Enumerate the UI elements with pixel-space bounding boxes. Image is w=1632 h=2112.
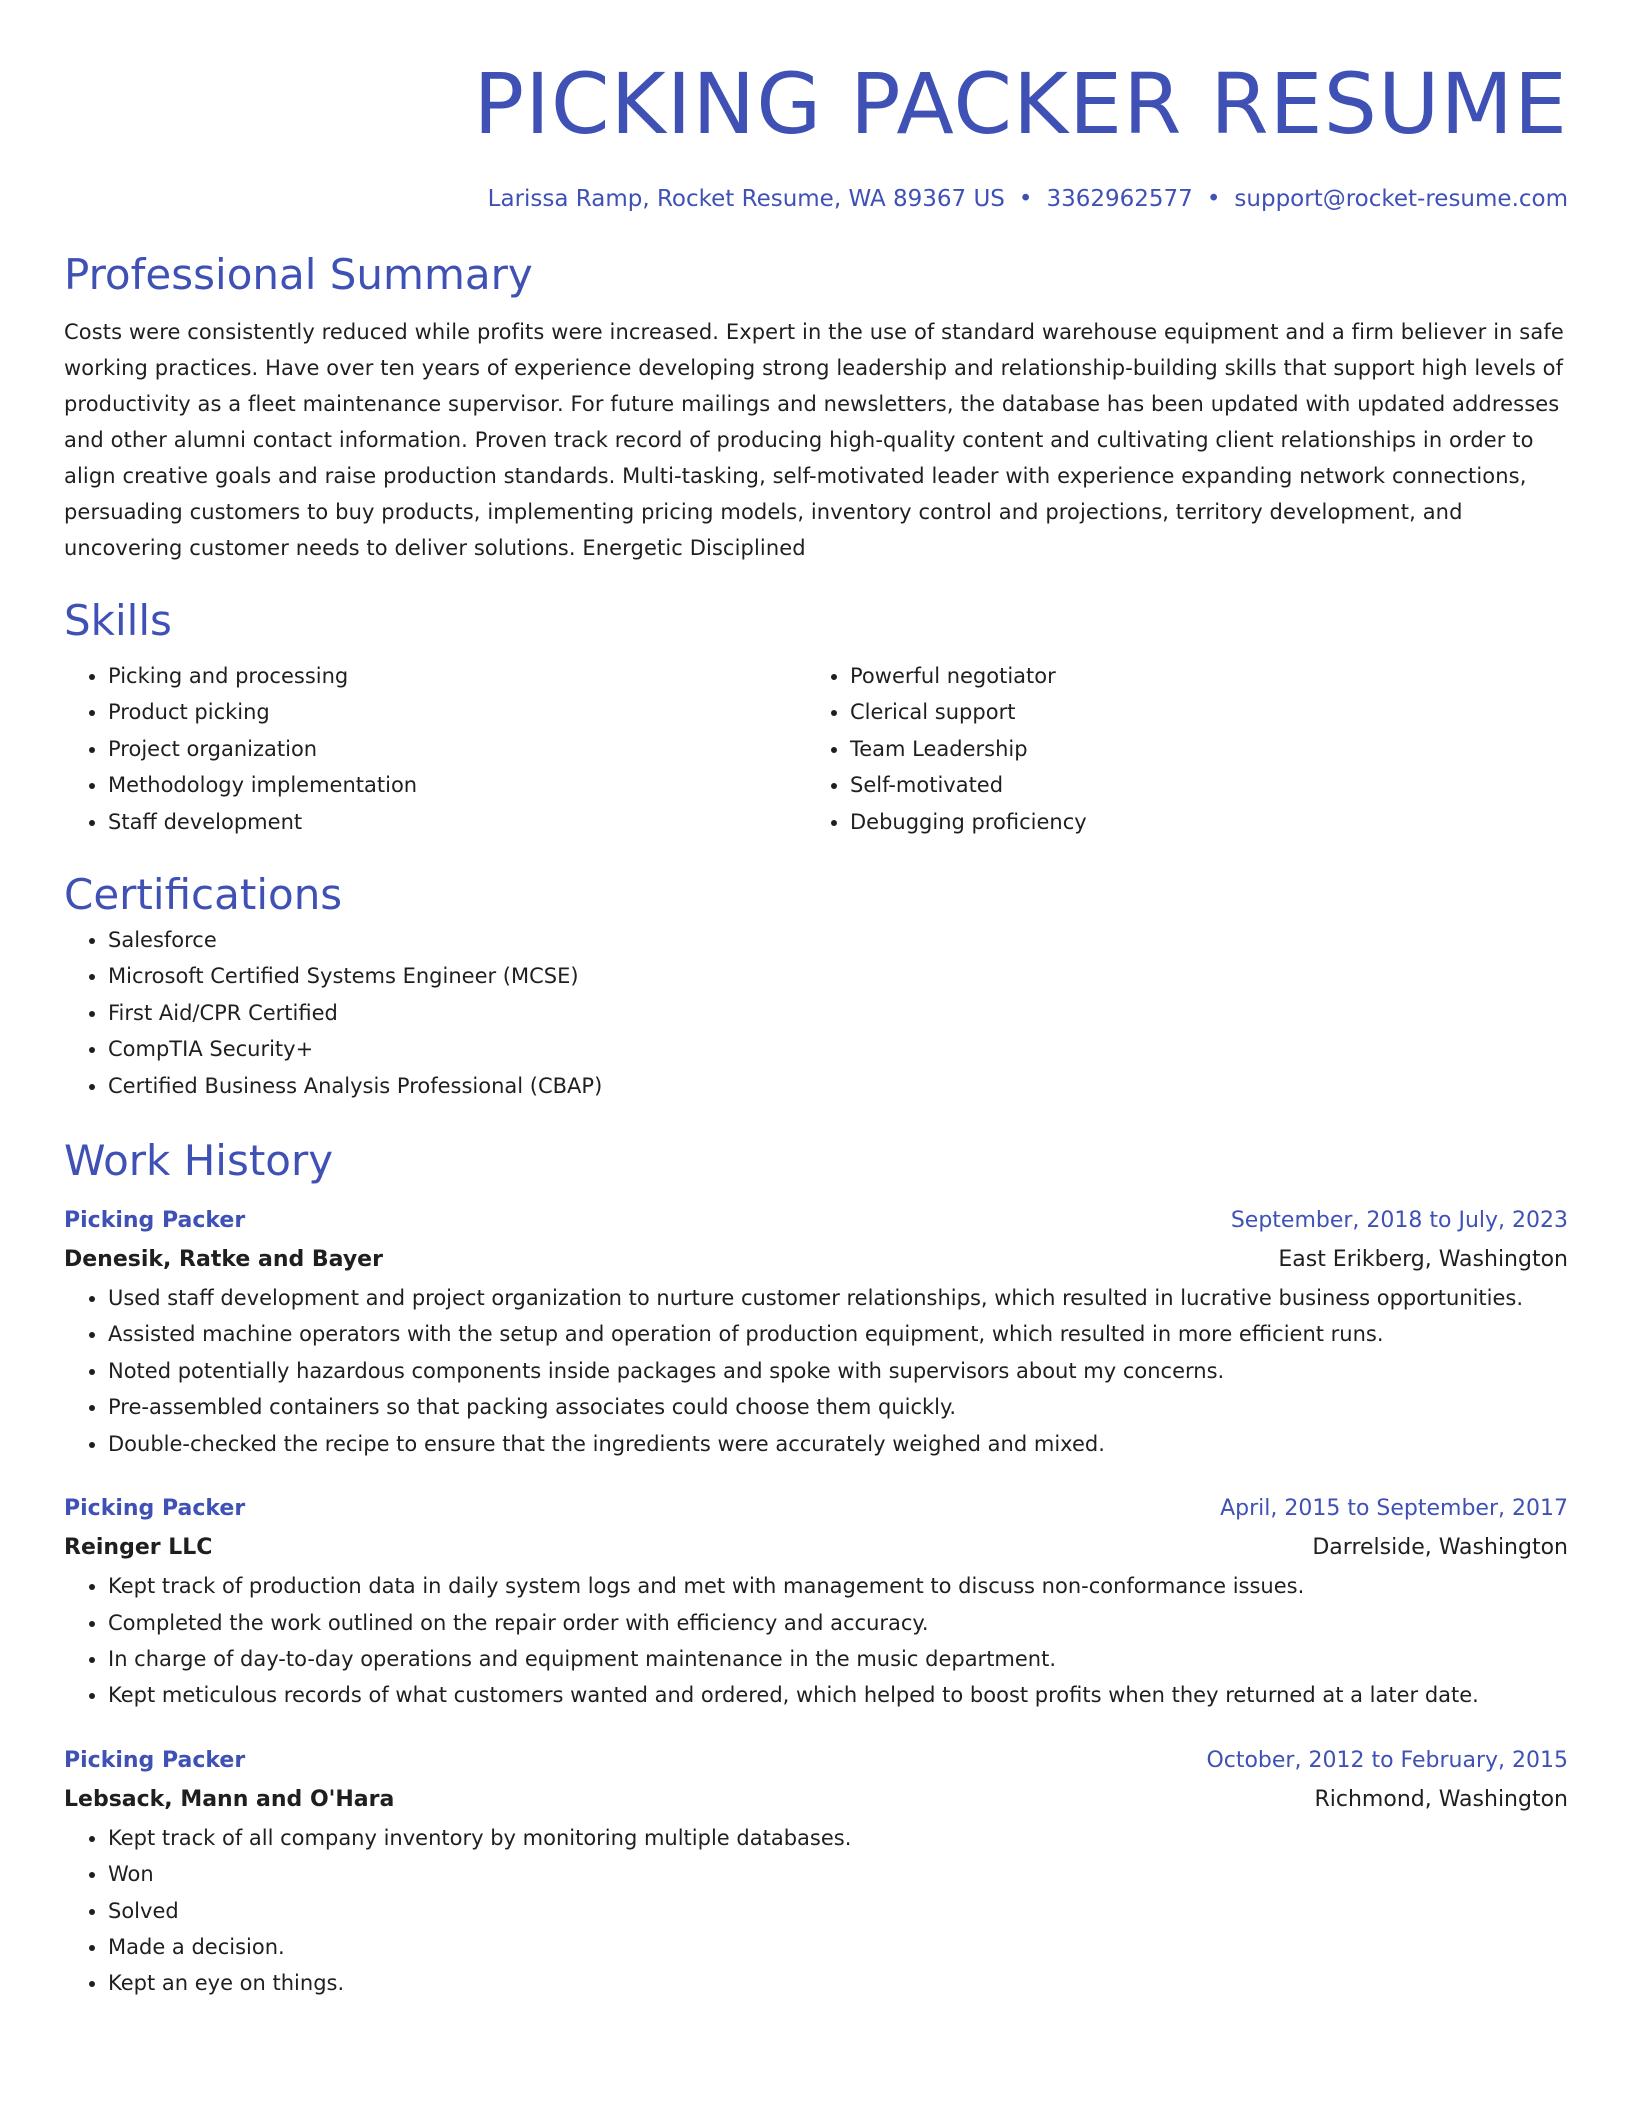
job-bullet: • Kept an eye on things.	[108, 1965, 1568, 2001]
skill-item: • Self-motivated	[850, 767, 1548, 803]
job-entry	[64, 1742, 1568, 2002]
skills-column-left	[64, 658, 806, 840]
job-company: Lebsack, Mann and O'Hara	[64, 1786, 395, 1812]
skills-heading: Skills	[64, 596, 172, 645]
certifications-heading: Certifications	[64, 870, 343, 920]
job-company-row	[64, 1528, 1568, 1568]
job-company: Reinger LLC	[64, 1535, 213, 1561]
contact-phone: 3362962577	[1046, 186, 1193, 212]
job-location: Darrelside, Washington	[1312, 1535, 1568, 1561]
job-dates: October, 2012 to February, 2015	[1206, 1747, 1568, 1773]
skill-item: • Powerful negotiator	[850, 658, 1548, 694]
contact-email: support@rocket-resume.com	[1234, 186, 1568, 212]
contact-separator: •	[1018, 186, 1033, 212]
contact-separator: •	[1206, 186, 1221, 212]
resume-title: PICKING PACKER RESUME	[473, 55, 1568, 153]
skills-column-right	[806, 658, 1548, 840]
job-bullet: • Used staff development and project organization to nurture customer relationships, which resulted in lucrative business opportunities.	[108, 1280, 1568, 1316]
job-bullets	[64, 1820, 1568, 2002]
job-bullet: • Double-checked the recipe to ensure that the ingredients were accurately weighed and mixed.	[108, 1426, 1568, 1462]
job-bullet: • Solved	[108, 1893, 1568, 1929]
job-title-row	[64, 1490, 1568, 1528]
job-bullet: • Won	[108, 1856, 1568, 1892]
skill-item: • Picking and processing	[108, 658, 806, 694]
job-location: East Erikberg, Washington	[1278, 1247, 1568, 1273]
summary-text: Costs were consistently reduced while profits were increased. Expert in the use of standard warehouse equipment and a firm believer in safe working practices. Have over ten years of experience developing strong leadership and relationship-building skills that support high levels of productivity as a fleet maintenance supervisor. For future mailings and newsletters, the database has been updated with updated addresses and other alumni contact information. Proven track record of producing high-quality content and cultivating client relationships in order to align creative goals and raise production standards. Multi-tasking, self-motivated leader with experience expanding network connections, persuading customers to buy products, implementing pricing models, inventory control and projections, territory development, and uncovering customer needs to deliver solutions. Energetic Disciplined	[64, 320, 1564, 560]
job-bullets	[64, 1280, 1568, 1462]
job-title: Picking Packer	[64, 1496, 246, 1522]
skill-item: • Team Leadership	[850, 731, 1548, 767]
job-bullet: • Made a decision.	[108, 1929, 1568, 1965]
job-title-row	[64, 1202, 1568, 1240]
contact-address: Larissa Ramp, Rocket Resume, WA 89367 US	[487, 186, 1005, 212]
skills-list-right	[806, 658, 1548, 840]
summary-heading: Professional Summary	[64, 250, 533, 299]
certification-item: • CompTIA Security+	[108, 1031, 1568, 1067]
certification-item: • Microsoft Certified Systems Engineer (MCSE)	[108, 958, 1568, 994]
job-company-row	[64, 1780, 1568, 1820]
job-bullet: • Pre-assembled containers so that packing associates could choose them quickly.	[108, 1389, 1568, 1425]
job-bullet: • In charge of day-to-day operations and equipment maintenance in the music department.	[108, 1641, 1568, 1677]
resume-header	[64, 0, 1568, 214]
job-entry	[64, 1490, 1568, 1714]
job-location: Richmond, Washington	[1314, 1786, 1568, 1812]
job-dates: April, 2015 to September, 2017	[1220, 1496, 1568, 1522]
skill-item: • Methodology implementation	[108, 767, 806, 803]
job-title: Picking Packer	[64, 1208, 246, 1234]
skills-grid	[64, 658, 1568, 840]
job-bullet: • Noted potentially hazardous components inside packages and spoke with supervisors about my concerns.	[108, 1353, 1568, 1389]
job-entry	[64, 1202, 1568, 1462]
certification-item: • First Aid/CPR Certified	[108, 995, 1568, 1031]
job-bullet: • Kept track of all company inventory by monitoring multiple databases.	[108, 1820, 1568, 1856]
job-company-row	[64, 1240, 1568, 1280]
job-bullet: • Kept track of production data in daily system logs and met with management to discuss non-conformance issues.	[108, 1568, 1568, 1604]
job-bullets	[64, 1568, 1568, 1714]
job-bullet: • Assisted machine operators with the setup and operation of production equipment, which resulted in more efficient runs.	[108, 1316, 1568, 1352]
certifications-list	[64, 922, 1568, 1104]
work-history-heading: Work History	[64, 1136, 334, 1186]
skill-item: • Clerical support	[850, 694, 1548, 730]
job-bullet: • Kept meticulous records of what customers wanted and ordered, which helped to boost profits when they returned at a later date.	[108, 1677, 1568, 1713]
skill-item: • Debugging proficiency	[850, 804, 1548, 840]
skills-list-left	[64, 658, 806, 840]
job-title-row	[64, 1742, 1568, 1780]
certification-item: • Certified Business Analysis Professional (CBAP)	[108, 1068, 1568, 1104]
skill-item: • Product picking	[108, 694, 806, 730]
certifications-section	[64, 868, 1568, 1104]
skill-item: • Project organization	[108, 731, 806, 767]
job-bullet: • Completed the work outlined on the repair order with efficiency and accuracy.	[108, 1605, 1568, 1641]
work-history-section	[64, 1134, 1568, 2002]
certification-item: • Salesforce	[108, 922, 1568, 958]
skill-item: • Staff development	[108, 804, 806, 840]
summary-section	[64, 248, 1568, 566]
contact-line	[64, 184, 1568, 214]
skills-section	[64, 594, 1568, 840]
job-title: Picking Packer	[64, 1747, 246, 1773]
job-dates: September, 2018 to July, 2023	[1230, 1208, 1568, 1234]
job-company: Denesik, Ratke and Bayer	[64, 1247, 383, 1273]
